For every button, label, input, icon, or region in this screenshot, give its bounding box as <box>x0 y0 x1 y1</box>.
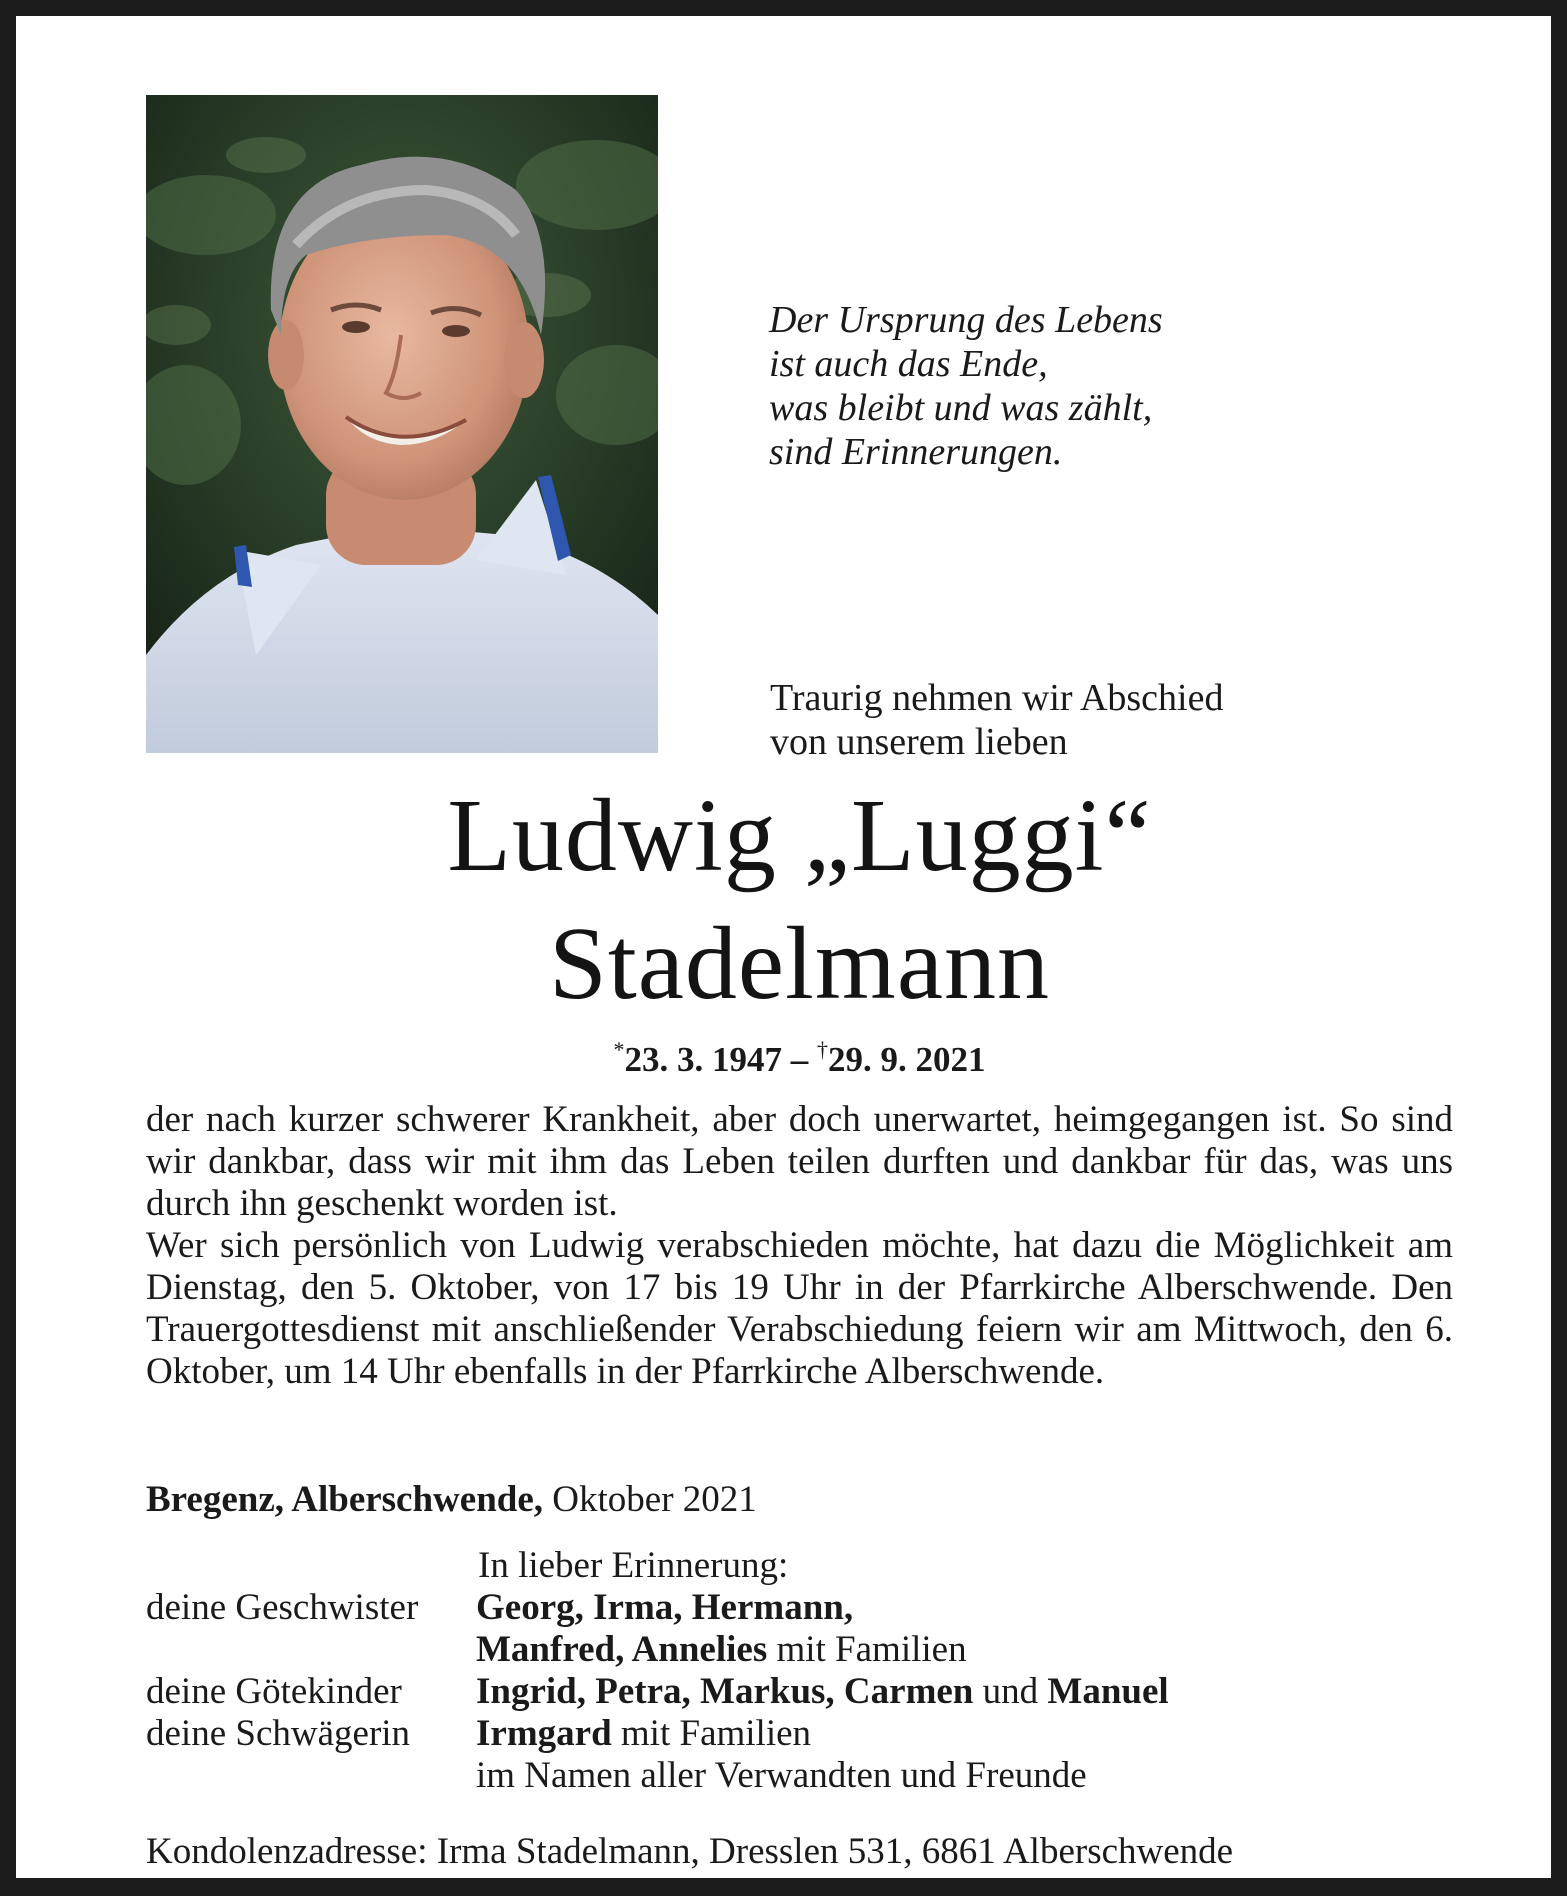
godchildren-last: Manuel <box>1047 1671 1169 1712</box>
place-date-text: Oktober 2021 <box>552 1479 757 1520</box>
mourners-heading: In lieber Erinnerung: <box>478 1545 789 1586</box>
life-dates <box>16 1028 1567 1082</box>
siblings-names-2: Manfred, Annelies <box>476 1629 768 1670</box>
birth-symbol: * <box>613 1037 625 1062</box>
sister-in-law-name: Irmgard <box>476 1713 612 1754</box>
siblings-suffix: mit Familien <box>776 1629 967 1670</box>
portrait-photo <box>146 95 658 753</box>
body-paragraph-2: Wer sich persönlich von Ludwig verabschieden möchte, hat dazu die Möglichkeit am Dienstag, den 5. Oktober, von 17 bis 19 Uhr in der Pfarrkirche Alberschwende. Den Trauergottesdienst mit anschließender Verabschiedung feiern wir am Mittwoch, den 6. Oktober, um 14 Uhr ebenfalls in der Pfarrkirche Alberschwende. <box>146 1225 1453 1392</box>
deceased-name-line-2: Stadelmann <box>548 906 1050 1021</box>
birth-date: 23. 3. 1947 <box>624 1040 782 1079</box>
intro-text <box>770 676 1223 764</box>
place-date <box>146 1478 757 1522</box>
quote-line: ist auch das Ende, <box>769 343 1048 385</box>
condolence-address: Kondolenzadresse: Irma Stadelmann, Dresslen 531, 6861 Alberschwende <box>146 1831 1234 1872</box>
quote <box>769 298 1163 474</box>
date-separator: – <box>782 1040 817 1079</box>
death-date: 29. 9. 2021 <box>828 1040 986 1079</box>
portrait-image <box>146 95 658 753</box>
quote-line: Der Ursprung des Lebens <box>769 299 1163 341</box>
godchildren-and: und <box>982 1671 1039 1712</box>
deceased-name-line-1: Ludwig „Luggi“ <box>447 778 1152 893</box>
sister-in-law-label: deine Schwägerin <box>146 1713 411 1754</box>
godchildren-label: deine Götekinder <box>146 1671 402 1712</box>
body-paragraph-1: der nach kurzer schwerer Krankheit, aber doch unerwartet, heimgegangen ist. So sind wir dankbar, dass wir mit ihm das Leben teilen durften und dankbar für das, was uns durch ihn geschenkt worden ist. <box>146 1099 1453 1224</box>
mourners-closing: im Namen aller Verwandten und Freunde <box>476 1755 1087 1796</box>
place-locations: Bregenz, Alberschwende, <box>146 1479 544 1520</box>
siblings-label: deine Geschwister <box>146 1587 419 1628</box>
intro-line-2: von unserem lieben <box>770 721 1068 763</box>
quote-line: was bleibt und was zählt, <box>769 387 1153 429</box>
siblings-names-1: Georg, Irma, Hermann, <box>476 1587 854 1628</box>
godchildren-names: Ingrid, Petra, Markus, Carmen <box>476 1671 974 1712</box>
quote-line: sind Erinnerungen. <box>769 431 1063 473</box>
sister-in-law-suffix: mit Familien <box>620 1713 812 1754</box>
obituary-body <box>146 1099 1453 1393</box>
death-symbol: † <box>817 1037 828 1062</box>
intro-line-1: Traurig nehmen wir Abschied <box>770 677 1224 719</box>
